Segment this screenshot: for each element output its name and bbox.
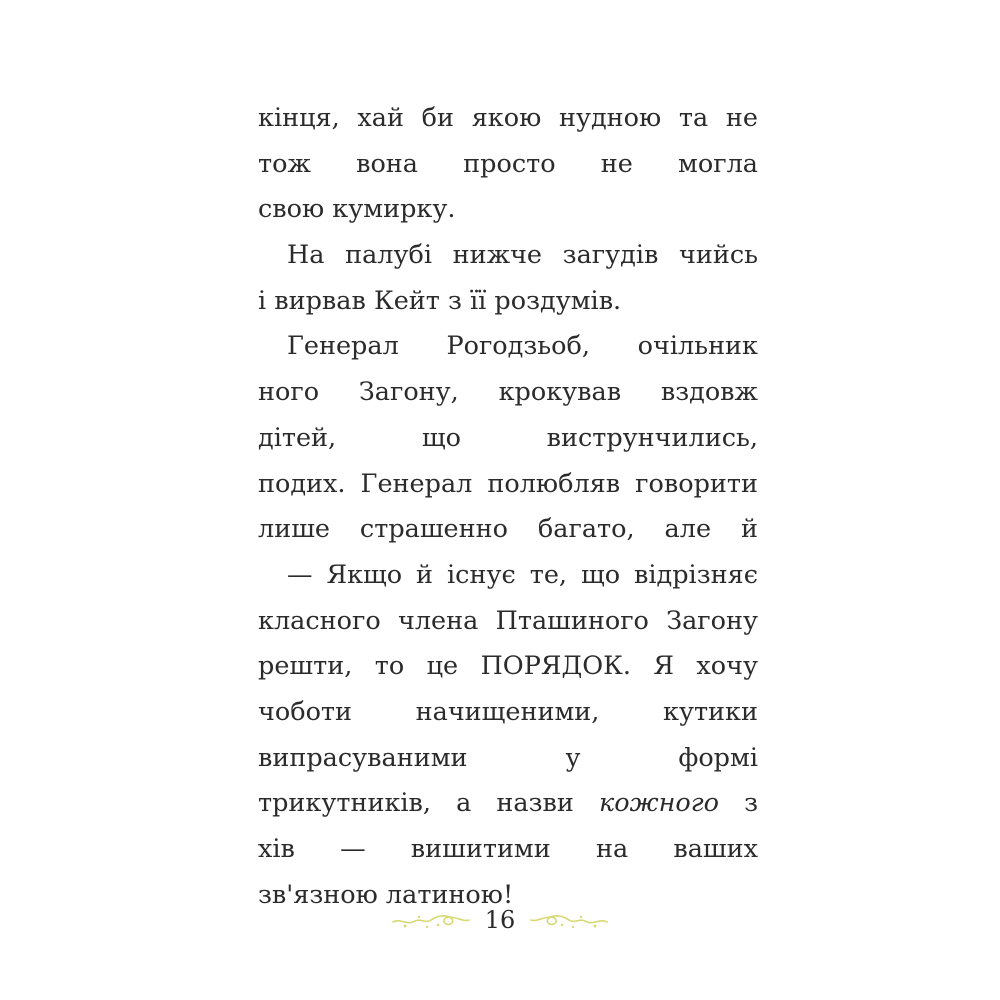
page-footer (0, 900, 1000, 940)
text-line-content: кінця, хай би якою нудною та не (258, 103, 758, 133)
text-line-content: чоботи начищеними, кутики (258, 696, 758, 727)
text-line-content: і вирвав Кейт з її роздумів. (258, 285, 622, 316)
text-line-content (258, 781, 758, 827)
text-line (258, 827, 758, 873)
text-line (258, 599, 758, 645)
text-line (258, 736, 758, 782)
text-line-content: ного Загону, крокував вздовж (258, 377, 758, 408)
text-line (258, 187, 758, 233)
text-line (258, 507, 758, 553)
text-line (258, 279, 758, 325)
body-text (258, 96, 758, 918)
text-line-content: зв'язною латиною! (258, 879, 514, 910)
flourish-left-icon (391, 908, 471, 932)
text-line-content: подих. Генерал полюбляв говорити (258, 468, 758, 499)
text-run-italic: кожного (599, 788, 719, 819)
text-line-content: лише страшенно багато, але й (258, 514, 758, 545)
text-line (258, 370, 758, 416)
text-line-content: свою кумирку. (258, 194, 456, 225)
text-line (258, 781, 758, 827)
text-line (258, 324, 758, 370)
text-line (258, 690, 758, 736)
text-line-content: На палубі нижче загудів чийсь (287, 240, 758, 271)
text-line-content: тож вона просто не могла (258, 148, 758, 179)
text-line (258, 142, 758, 188)
text-line (258, 462, 758, 508)
text-line (258, 644, 758, 690)
flourish-right-icon (529, 908, 609, 932)
text-run: трикутників, а назви (258, 788, 600, 819)
text-line-content: — Якщо й існує те, що відрізняє (287, 559, 758, 590)
text-line (258, 233, 758, 279)
text-line (258, 553, 758, 599)
text-line-content: Генерал Рогодзьоб, очільник (287, 331, 758, 362)
text-line (258, 416, 758, 462)
text-line-content: класного члена Пташиного Загону (258, 605, 758, 636)
text-line-content: решти, то це ПОРЯДОК. Я хочу (258, 651, 758, 682)
text-run: з (744, 788, 758, 819)
text-line-content: дітей, що виструнчились, (258, 422, 758, 453)
page-number: 16 (484, 906, 516, 934)
text-line-content: випрасуваними у формі (258, 742, 758, 773)
text-line (258, 96, 758, 142)
text-line-content: хів — вишитими на ваших (258, 834, 758, 864)
